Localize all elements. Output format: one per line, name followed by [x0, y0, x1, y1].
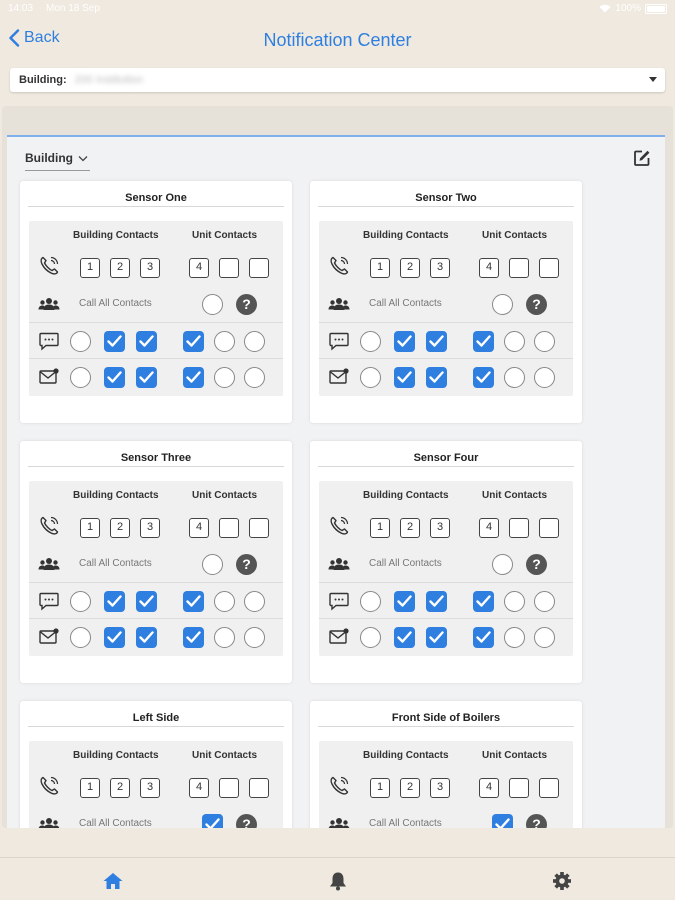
- call-all-label: Call All Contacts: [79, 298, 152, 309]
- email-checkbox-checked[interactable]: [183, 367, 204, 388]
- call-row: [29, 767, 283, 807]
- group-icon: [38, 813, 60, 828]
- email-checkbox[interactable]: [214, 627, 235, 648]
- sms-checkbox[interactable]: [360, 591, 381, 612]
- call-all-checkbox[interactable]: [492, 294, 513, 315]
- sms-row: [29, 323, 283, 359]
- sensor-card: [20, 181, 292, 423]
- sms-checkbox[interactable]: [504, 591, 525, 612]
- check-icon: [139, 371, 154, 384]
- unit-contact-box[interactable]: [539, 258, 559, 278]
- group-dropdown-label: Building: [25, 151, 73, 165]
- email-checkbox-checked[interactable]: [394, 627, 415, 648]
- building-contact-box[interactable]: 2: [110, 258, 130, 278]
- help-button[interactable]: ?: [526, 294, 547, 315]
- building-contact-box[interactable]: 2: [400, 258, 420, 278]
- call-row: [319, 507, 573, 547]
- notification-grid: [319, 481, 573, 656]
- sensor-card: [310, 181, 582, 423]
- unit-contacts-header: Unit Contacts: [192, 490, 257, 501]
- sms-checkbox-checked[interactable]: [426, 331, 447, 352]
- contacts-header: [29, 741, 283, 767]
- call-all-row: [319, 287, 573, 323]
- check-icon: [139, 595, 154, 608]
- building-contact-box[interactable]: 1: [370, 258, 390, 278]
- unit-contacts-header: Unit Contacts: [482, 750, 547, 761]
- unit-contact-box[interactable]: 4: [479, 258, 499, 278]
- email-checkbox[interactable]: [534, 627, 555, 648]
- building-contacts-header: Building Contacts: [363, 230, 449, 241]
- sensor-card: [20, 701, 292, 828]
- unit-contact-box[interactable]: [219, 258, 239, 278]
- building-contact-box[interactable]: 2: [110, 778, 130, 798]
- call-row: [29, 247, 283, 287]
- building-contacts-header: Building Contacts: [73, 490, 159, 501]
- email-row: [319, 359, 573, 395]
- call-all-checkbox[interactable]: [492, 554, 513, 575]
- notification-grid: [29, 481, 283, 656]
- sms-checkbox-checked[interactable]: [183, 591, 204, 612]
- sms-checkbox[interactable]: [534, 331, 555, 352]
- building-contact-box[interactable]: 1: [80, 258, 100, 278]
- bell-icon[interactable]: [327, 871, 349, 891]
- sms-checkbox-checked[interactable]: [394, 591, 415, 612]
- help-button[interactable]: ?: [526, 814, 547, 828]
- building-contact-box[interactable]: 3: [430, 778, 450, 798]
- check-icon: [186, 631, 201, 644]
- email-checkbox[interactable]: [70, 367, 91, 388]
- building-contact-box[interactable]: 2: [400, 518, 420, 538]
- check-icon: [139, 631, 154, 644]
- call-all-row: [29, 547, 283, 583]
- check-icon: [186, 335, 201, 348]
- call-all-label: Call All Contacts: [369, 558, 442, 569]
- sensor-panel[interactable]: [7, 135, 665, 828]
- unit-contact-box[interactable]: [509, 778, 529, 798]
- back-label: Back: [24, 29, 60, 46]
- check-icon: [107, 595, 122, 608]
- unit-contact-box[interactable]: 4: [189, 258, 209, 278]
- check-icon: [397, 371, 412, 384]
- sms-checkbox-checked[interactable]: [394, 331, 415, 352]
- email-checkbox-checked[interactable]: [394, 367, 415, 388]
- unit-contact-box[interactable]: [249, 518, 269, 538]
- sensor-name: Sensor Two: [318, 181, 574, 207]
- sms-checkbox-checked[interactable]: [104, 331, 125, 352]
- notification-grid: [29, 221, 283, 396]
- unit-contact-box[interactable]: [249, 258, 269, 278]
- sensor-name: Sensor Three: [28, 441, 284, 467]
- group-dropdown[interactable]: [25, 151, 88, 165]
- unit-contacts-header: Unit Contacts: [192, 750, 257, 761]
- building-contacts-header: Building Contacts: [73, 230, 159, 241]
- building-contact-box[interactable]: 3: [140, 258, 160, 278]
- phone-voice-icon: [38, 775, 60, 797]
- email-row: [29, 359, 283, 395]
- message-icon: [38, 330, 60, 352]
- building-contact-box[interactable]: 3: [430, 518, 450, 538]
- email-checkbox[interactable]: [360, 367, 381, 388]
- check-icon: [186, 371, 201, 384]
- email-checkbox-checked[interactable]: [473, 367, 494, 388]
- sensor-card: [310, 441, 582, 683]
- check-icon: [205, 818, 220, 828]
- call-row: [319, 767, 573, 807]
- call-all-row: [319, 807, 573, 828]
- mail-alert-icon: [328, 366, 350, 388]
- sms-checkbox[interactable]: [70, 331, 91, 352]
- email-checkbox[interactable]: [214, 367, 235, 388]
- notification-grid: [319, 221, 573, 396]
- phone-voice-icon: [38, 255, 60, 277]
- group-icon: [38, 293, 60, 315]
- sensor-name: Front Side of Boilers: [318, 701, 574, 727]
- sms-row: [29, 583, 283, 619]
- group-icon: [328, 813, 350, 828]
- notification-grid: [29, 741, 283, 828]
- sms-checkbox[interactable]: [504, 331, 525, 352]
- status-bar: [0, 0, 675, 18]
- phone-voice-icon: [328, 515, 350, 537]
- sms-checkbox-checked[interactable]: [183, 331, 204, 352]
- check-icon: [397, 631, 412, 644]
- email-checkbox[interactable]: [504, 627, 525, 648]
- email-checkbox[interactable]: [504, 367, 525, 388]
- building-contact-box[interactable]: 2: [400, 778, 420, 798]
- sms-checkbox-checked[interactable]: [136, 591, 157, 612]
- email-checkbox[interactable]: [360, 627, 381, 648]
- gear-icon[interactable]: [551, 871, 573, 891]
- tab-bar: [0, 857, 675, 900]
- building-contact-box[interactable]: 3: [430, 258, 450, 278]
- sms-checkbox-checked[interactable]: [426, 591, 447, 612]
- email-row: [29, 619, 283, 655]
- call-all-checkbox[interactable]: [202, 554, 223, 575]
- email-checkbox-checked[interactable]: [136, 627, 157, 648]
- email-checkbox-checked[interactable]: [426, 367, 447, 388]
- sensor-name: Left Side: [28, 701, 284, 727]
- check-icon: [476, 595, 491, 608]
- call-all-label: Call All Contacts: [369, 298, 442, 309]
- check-icon: [429, 631, 444, 644]
- building-contact-box[interactable]: 1: [80, 778, 100, 798]
- battery-icon: [645, 4, 667, 14]
- building-contact-box[interactable]: 2: [110, 518, 130, 538]
- sms-row: [319, 583, 573, 619]
- sensor-card: [20, 441, 292, 683]
- email-checkbox[interactable]: [244, 367, 265, 388]
- sms-checkbox-checked[interactable]: [104, 591, 125, 612]
- check-icon: [476, 631, 491, 644]
- call-all-label: Call All Contacts: [79, 558, 152, 569]
- call-all-checkbox-checked[interactable]: [492, 814, 513, 828]
- email-checkbox-checked[interactable]: [136, 367, 157, 388]
- check-icon: [107, 371, 122, 384]
- check-icon: [397, 595, 412, 608]
- battery-percent: 100%: [615, 3, 641, 14]
- mail-alert-icon: [38, 626, 60, 648]
- call-all-checkbox-checked[interactable]: [202, 814, 223, 828]
- check-icon: [107, 335, 122, 348]
- unit-contacts-header: Unit Contacts: [192, 230, 257, 241]
- help-button[interactable]: ?: [236, 814, 257, 828]
- group-icon: [328, 293, 350, 315]
- sms-row: [319, 323, 573, 359]
- phone-voice-icon: [328, 775, 350, 797]
- building-select-label: Building:: [19, 74, 67, 86]
- call-all-label: Call All Contacts: [79, 818, 152, 828]
- email-checkbox-checked[interactable]: [183, 627, 204, 648]
- call-row: [319, 247, 573, 287]
- message-icon: [328, 590, 350, 612]
- unit-contact-box[interactable]: 4: [189, 778, 209, 798]
- building-contact-box[interactable]: 3: [140, 778, 160, 798]
- building-contact-box[interactable]: 3: [140, 518, 160, 538]
- unit-contacts-header: Unit Contacts: [482, 230, 547, 241]
- sms-checkbox-checked[interactable]: [473, 591, 494, 612]
- edit-icon[interactable]: [633, 149, 651, 167]
- help-button[interactable]: ?: [236, 554, 257, 575]
- help-button[interactable]: ?: [236, 294, 257, 315]
- building-contact-box[interactable]: 1: [370, 518, 390, 538]
- call-all-row: [29, 287, 283, 323]
- check-icon: [186, 595, 201, 608]
- call-row: [29, 507, 283, 547]
- check-icon: [476, 371, 491, 384]
- building-contact-box[interactable]: 1: [80, 518, 100, 538]
- page-title: Notification Center: [263, 30, 412, 50]
- sensor-name: Sensor Four: [318, 441, 574, 467]
- check-icon: [397, 335, 412, 348]
- check-icon: [429, 371, 444, 384]
- email-checkbox[interactable]: [534, 367, 555, 388]
- mail-alert-icon: [38, 366, 60, 388]
- building-contacts-header: Building Contacts: [363, 490, 449, 501]
- help-button[interactable]: ?: [526, 554, 547, 575]
- wifi-icon: [599, 4, 611, 13]
- check-icon: [495, 818, 510, 828]
- sms-checkbox[interactable]: [244, 591, 265, 612]
- phone-voice-icon: [38, 515, 60, 537]
- caret-down-icon: [649, 77, 657, 82]
- email-checkbox[interactable]: [70, 627, 91, 648]
- email-checkbox-checked[interactable]: [473, 627, 494, 648]
- unit-contact-box[interactable]: [219, 778, 239, 798]
- unit-contact-box[interactable]: [219, 518, 239, 538]
- sensor-card: [310, 701, 582, 828]
- phone-voice-icon: [328, 255, 350, 277]
- status-right: [599, 3, 667, 14]
- nav-bar: [0, 20, 675, 62]
- unit-contact-box[interactable]: 4: [479, 778, 499, 798]
- contacts-header: [29, 221, 283, 247]
- status-time: 14:03: [8, 3, 34, 14]
- home-icon[interactable]: [102, 871, 124, 891]
- call-all-row: [29, 807, 283, 828]
- unit-contact-box[interactable]: [539, 778, 559, 798]
- contacts-header: [319, 221, 573, 247]
- check-icon: [429, 335, 444, 348]
- unit-contact-box[interactable]: [539, 518, 559, 538]
- sms-checkbox[interactable]: [70, 591, 91, 612]
- sms-checkbox[interactable]: [244, 331, 265, 352]
- unit-contact-box[interactable]: 4: [189, 518, 209, 538]
- status-date: Mon 18 Sep: [46, 3, 100, 14]
- unit-contact-box[interactable]: [509, 518, 529, 538]
- building-contacts-header: Building Contacts: [363, 750, 449, 761]
- sensor-name: Sensor One: [28, 181, 284, 207]
- unit-contact-box[interactable]: [509, 258, 529, 278]
- contacts-header: [319, 481, 573, 507]
- unit-contacts-header: Unit Contacts: [482, 490, 547, 501]
- mail-alert-icon: [328, 626, 350, 648]
- call-all-row: [319, 547, 573, 583]
- call-all-label: Call All Contacts: [369, 818, 442, 828]
- sms-checkbox[interactable]: [214, 591, 235, 612]
- check-icon: [107, 631, 122, 644]
- sms-checkbox[interactable]: [360, 331, 381, 352]
- building-contact-box[interactable]: 1: [370, 778, 390, 798]
- message-icon: [328, 330, 350, 352]
- unit-contact-box[interactable]: [249, 778, 269, 798]
- contacts-header: [319, 741, 573, 767]
- email-checkbox-checked[interactable]: [104, 627, 125, 648]
- building-select-value: 200 Institution: [74, 74, 144, 86]
- sms-checkbox[interactable]: [534, 591, 555, 612]
- unit-contact-box[interactable]: 4: [479, 518, 499, 538]
- sms-checkbox-checked[interactable]: [136, 331, 157, 352]
- building-select[interactable]: [10, 68, 665, 92]
- check-icon: [429, 595, 444, 608]
- notification-grid: [319, 741, 573, 828]
- group-icon: [328, 553, 350, 575]
- check-icon: [139, 335, 154, 348]
- message-icon: [38, 590, 60, 612]
- email-checkbox[interactable]: [244, 627, 265, 648]
- group-icon: [38, 553, 60, 575]
- content-area: [2, 106, 673, 828]
- email-checkbox-checked[interactable]: [426, 627, 447, 648]
- sms-checkbox[interactable]: [214, 331, 235, 352]
- contacts-header: [29, 481, 283, 507]
- call-all-checkbox[interactable]: [202, 294, 223, 315]
- check-icon: [476, 335, 491, 348]
- sms-checkbox-checked[interactable]: [473, 331, 494, 352]
- email-row: [319, 619, 573, 655]
- building-contacts-header: Building Contacts: [73, 750, 159, 761]
- chevron-down-icon: [78, 155, 88, 162]
- email-checkbox-checked[interactable]: [104, 367, 125, 388]
